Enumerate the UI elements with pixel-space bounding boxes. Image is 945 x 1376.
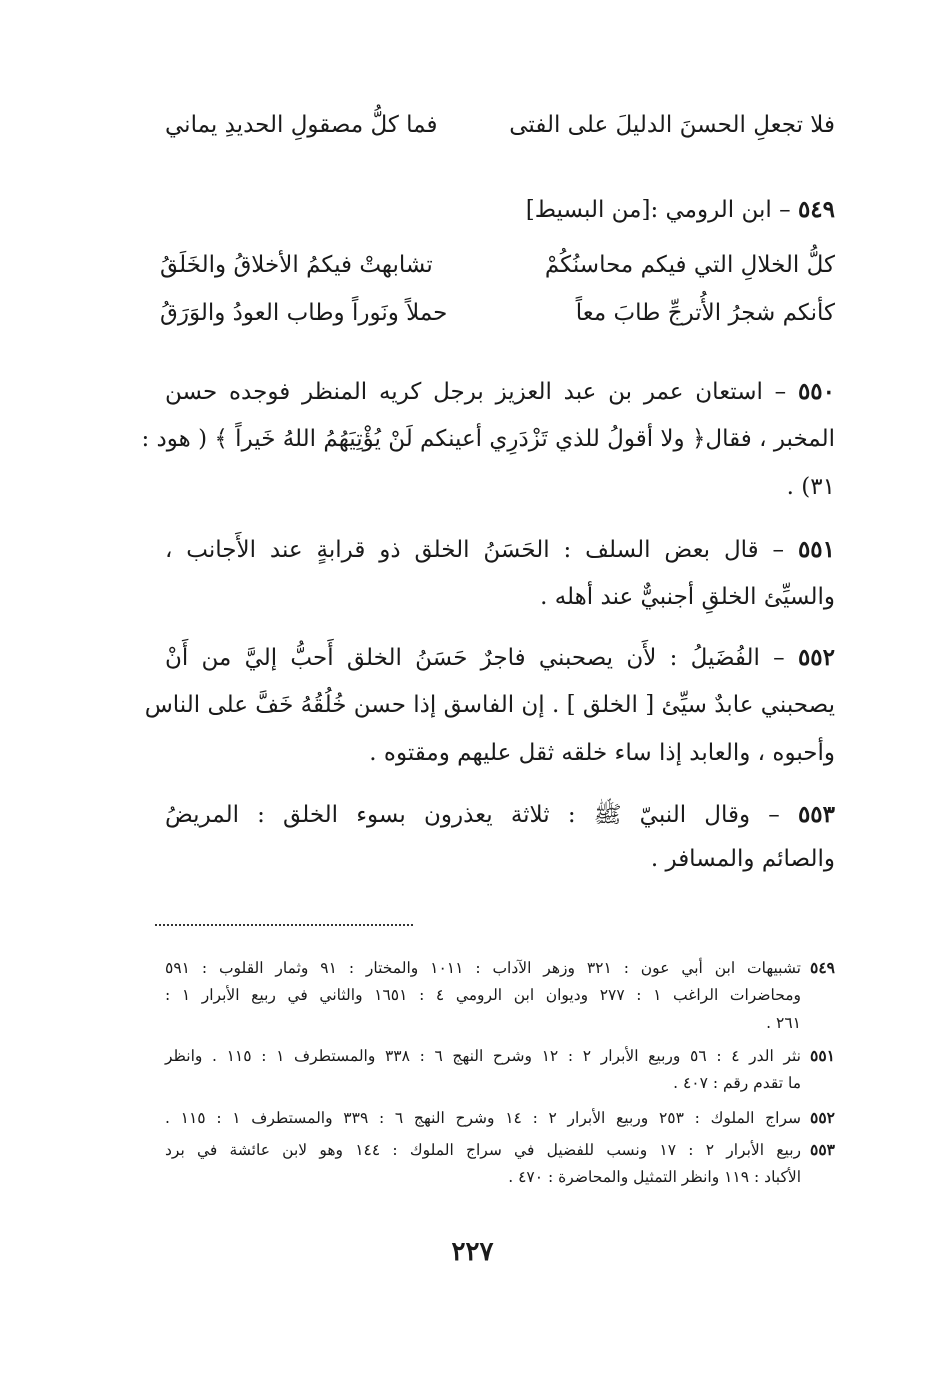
entry-551-line: والسيِّئ الخلقِ أجنبيٌّ عند أهله . <box>540 584 835 610</box>
footnote-divider <box>155 924 413 926</box>
entry-552-line: وأحبوه ، والعابد إذا ساء خلقه ثقل عليهم ومقتوه . <box>369 740 835 766</box>
entry-text: – قال بعض السلف : الحَسَنُ الخلق ذو قرابةٍ عند الأَجانب ، <box>165 537 785 563</box>
entry-553-line <box>165 800 835 834</box>
footnote-549-cont <box>163 1014 835 1032</box>
footnote-549 <box>163 958 835 977</box>
entry-text: – وقال النبيّ ﷺ : ثلاثة يعذرون بسوء الخلق : المريضُ <box>165 802 780 828</box>
entry-549-heading <box>526 196 835 223</box>
footnote-552 <box>163 1108 835 1127</box>
footnote-text: نثر الدر ٤ : ٥٦ وربيع الأبرار ٢ : ١٢ وشرح النهج ٦ : ٣٣٨ والمستطرف ١ : ١١٥ . وانظر <box>165 1047 801 1065</box>
footnote-number: ٥٤٩ <box>810 958 835 977</box>
footnote-text: ربيع الأبرار ٢ : ١٧ ونسب للفضيل في سراج الملوك : ١٤٤ وهو لابن عائشة في برد <box>165 1141 802 1159</box>
entry-553-line: والصائم والمسافر . <box>650 846 835 872</box>
footnote-text: ما تقدم رقم : ٤٠٧ . <box>673 1074 801 1092</box>
entry-number: ٥٥٠ <box>797 378 835 405</box>
entry-number: ٥٥٢ <box>797 644 836 671</box>
footnote-553-cont <box>163 1168 835 1186</box>
footnote-text: ٢٦١ . <box>766 1014 801 1032</box>
page-number: ٢٢٧ <box>451 1237 494 1267</box>
footnote-number: ٥٥١ <box>810 1046 835 1065</box>
entry-550-line: المخبر ، فقال﴿ ولا أقولُ للذي تَزْدَرِي أعينكم لَنْ يُؤْتِيَهُمُ اللهُ خَيراً ﴾ ( هود : <box>141 426 835 452</box>
footnote-551-cont <box>163 1074 835 1092</box>
verse-hemistich-right: فلا تجعلِ الحسنَ الدليلَ على الفتى <box>509 112 835 138</box>
verse-hemistich-right: كلُّ الخلالِ التي فيكم محاسنُكُمْ <box>544 252 835 278</box>
entry-550-line: ٣١) . <box>786 474 835 500</box>
footnote-549-cont <box>163 986 835 1004</box>
footnote-text: سراج الملوك : ٢٥٣ وربيع الأبرار ٢ : ١٤ وشرح النهج ٦ : ٣٣٩ والمستطرف ١ : ١١٥ . <box>165 1109 802 1127</box>
footnote-number: ٥٥٣ <box>810 1140 835 1159</box>
entry-text: – استعان عمر بن عبد العزيز برجل كريه المنظر فوجده حسن <box>165 379 787 405</box>
entry-number: ٥٤٩ <box>797 196 835 223</box>
entry-text: – الفُضَيلُ : لأَن يصحبني فاجرٌ حَسَنُ الخلق أَحبُّ إليَّ من أَنْ <box>165 645 785 671</box>
verse-hemistich-right: كأنكم شجرُ الأُترجِّ طابَ معاً <box>575 300 835 326</box>
footnote-text: ومحاضرات الراغب ١ : ٢٧٧ وديوان ابن الرومي ٤ : ١٦٥١ والثاني في ربيع الأبرار ١ : <box>165 986 801 1004</box>
entry-number: ٥٥٣ <box>797 801 835 828</box>
footnote-text: الأكباد : ١١٩ وانظر التمثيل والمحاضرة : ٤٧٠ . <box>508 1168 801 1186</box>
footnote-551 <box>163 1046 835 1065</box>
entry-number: ٥٥١ <box>797 536 835 563</box>
footnote-number: ٥٥٢ <box>810 1108 835 1127</box>
entry-551-line <box>165 536 835 563</box>
verse-hemistich-left: فما كلُّ مصقولِ الحديدِ يماني <box>165 112 438 138</box>
verse-hemistich-left: تشابهتْ فيكمُ الأخلاقُ والخَلَقُ <box>160 252 433 278</box>
footnote-553 <box>163 1140 835 1159</box>
entry-heading-text: – ابن الرومي :[من البسيط] <box>525 197 791 223</box>
verse-hemistich-left: حملاً ونَوراً وطاب العودُ والوَرَقُ <box>160 300 448 326</box>
entry-552-line: يصحبني عابدٌ سيِّئ [ الخلق ] . إن الفاسق إذا حسن خُلُقُهُ خَفَّ على الناس <box>144 692 835 718</box>
footnote-text: تشبيهات ابن أبي عون : ٣٢١ وزهر الآداب : ١٠١١ والمختار : ٩١ وثمار القلوب : ٥٩١ <box>165 959 801 977</box>
entry-550-line <box>165 378 835 405</box>
entry-552-line <box>165 644 835 671</box>
